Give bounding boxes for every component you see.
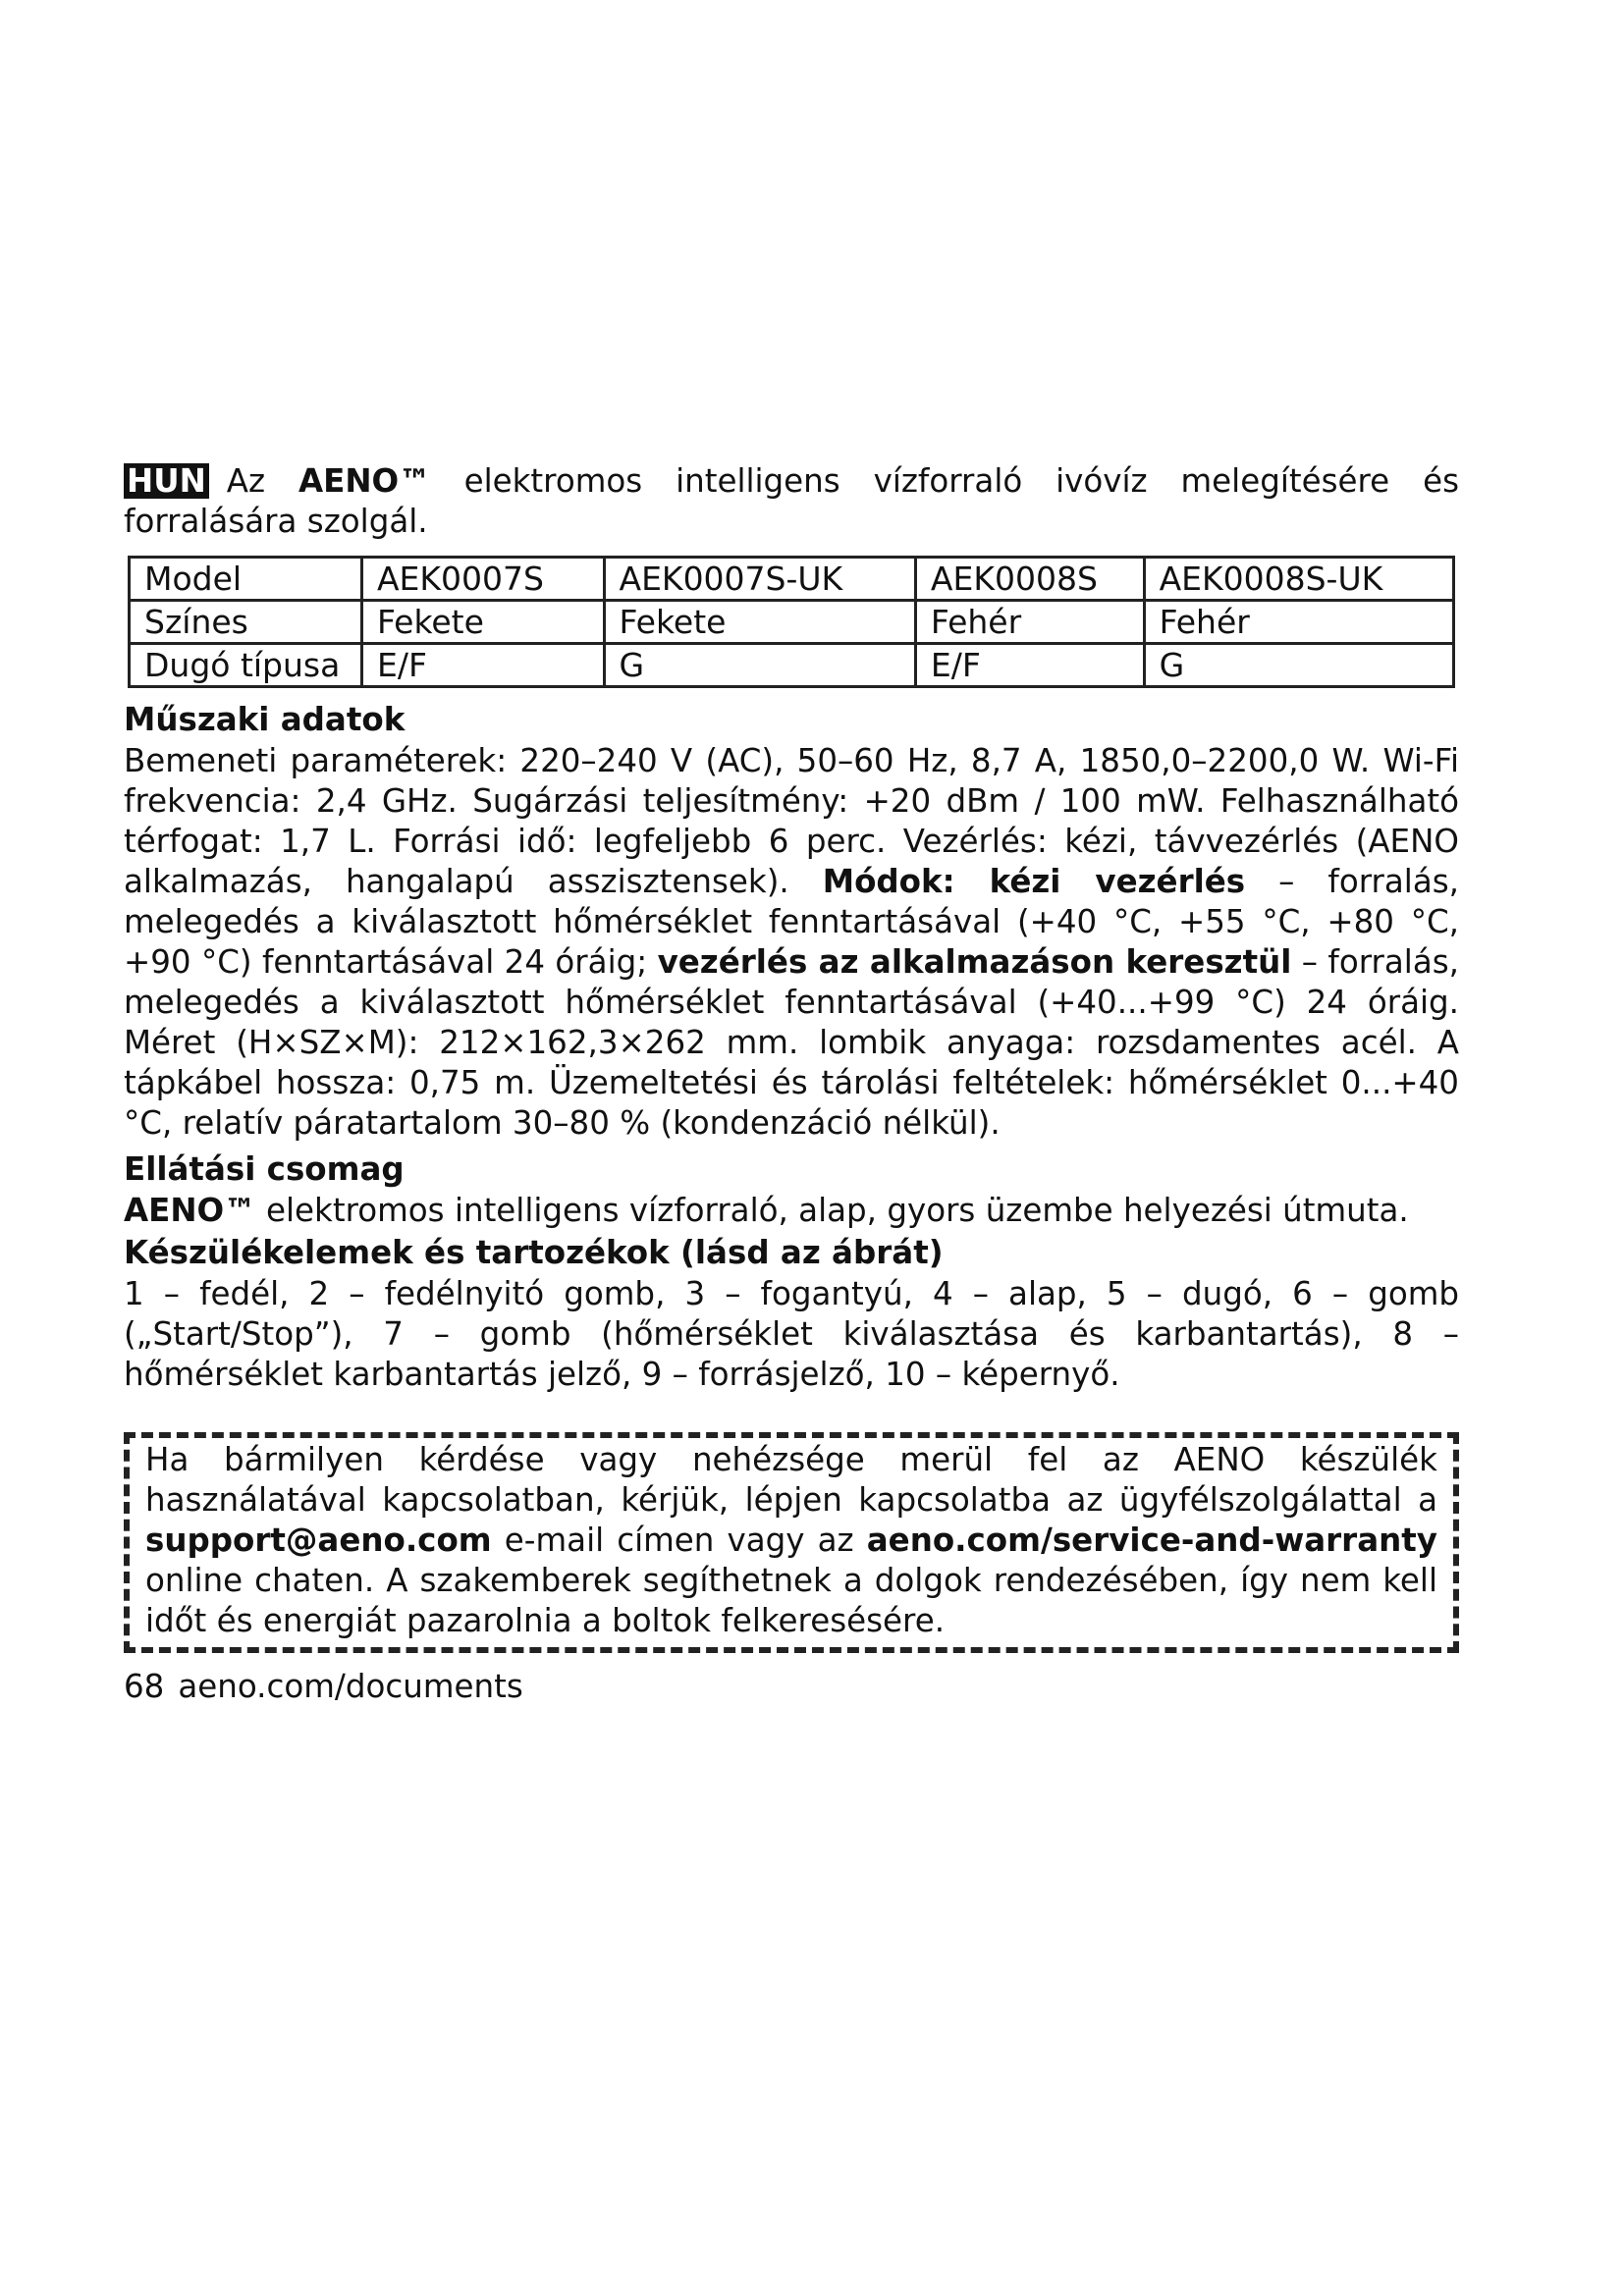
- page-footer: [124, 1667, 1459, 1707]
- table-cell: G: [1144, 644, 1453, 687]
- table-cell: AEK0007S: [361, 558, 604, 601]
- specs-bold-2: vezérlés az alkalmazáson keresztül: [657, 943, 1292, 981]
- table-cell: AEK0008S-UK: [1144, 558, 1453, 601]
- package-brand: AENO™: [124, 1192, 256, 1229]
- models-table: [128, 556, 1455, 688]
- parts-heading: Készülékelemek és tartozékok (lásd az ábrát): [124, 1234, 944, 1271]
- intro-prefix: Az: [226, 462, 298, 500]
- support-text-1: Ha bármilyen kérdése vagy nehézsége merül fel az AENO készülék használatával kapcsolatban, kérjük, lépjen kapcsolatba az ügyfélszolgálattal a: [145, 1441, 1437, 1519]
- table-cell: E/F: [915, 644, 1144, 687]
- table-cell: Fehér: [915, 601, 1144, 644]
- page-number: 68: [124, 1668, 165, 1705]
- support-notice-box: [124, 1432, 1459, 1653]
- specs-text-1: Bemeneti paraméterek: 220–240 V (AC), 50–60 Hz, 8,7 A, 1850,0–2200,0 W. Wi-Fi frekvencia: 2,4 GHz. Sugárzási teljesítmény: +20 dBm / 100 mW. Felhasználható térfogat: 1,7 L. Forrási idő: legfeljebb 6 perc. Vezérlés: kézi, távvezérlés (AENO alkalmazás, hangalapú asszisztensek).: [124, 742, 1459, 900]
- intro-brand: AENO™: [298, 462, 431, 500]
- table-cell: AEK0008S: [915, 558, 1144, 601]
- specs-paragraph: [124, 741, 1459, 1144]
- support-text-3: online chaten. A szakemberek segíthetnek a dolgok rendezésében, így nem kell időt és energiát pazarolnia a boltok felkeresésére.: [145, 1562, 1437, 1639]
- table-row: [130, 644, 1454, 687]
- intro-paragraph: [124, 461, 1459, 542]
- language-badge: HUN: [124, 463, 209, 499]
- table-row-label: Model: [130, 558, 362, 601]
- package-text: elektromos intelligens vízforraló, alap, gyors üzembe helyezési útmuta.: [255, 1192, 1409, 1229]
- table-cell: E/F: [361, 644, 604, 687]
- package-paragraph: [124, 1191, 1459, 1231]
- intro-rest: elektromos intelligens vízforraló ivóvíz melegítésére és forralására szolgál.: [124, 462, 1460, 540]
- table-row-label: Színes: [130, 601, 362, 644]
- table-cell: Fekete: [604, 601, 915, 644]
- document-page: [124, 461, 1459, 1707]
- table-cell: AEK0007S-UK: [604, 558, 915, 601]
- specs-bold-1: Módok: kézi vezérlés: [822, 863, 1246, 900]
- table-cell: Fehér: [1144, 601, 1453, 644]
- specs-text-2: – forralás, melegedés a kiválasztott hőmérséklet fenntartásával (+40 °C, +55 °C, +80 °C, +90 °C) fenntartásával 24 óráig;: [124, 863, 1460, 981]
- support-text-2: e-mail címen vagy az: [491, 1522, 867, 1559]
- parts-paragraph: 1 – fedél, 2 – fedélnyitó gomb, 3 – fogantyú, 4 – alap, 5 – dugó, 6 – gomb („Start/Stop”), 7 – gomb (hőmérséklet kiválasztása és karbantartás), 8 – hőmérséklet karbantartás jelző, 9 – forrásjelző, 10 – képernyő.: [124, 1275, 1459, 1393]
- table-row: [130, 558, 1454, 601]
- package-heading: Ellátási csomag: [124, 1150, 405, 1188]
- table-row-label: Dugó típusa: [130, 644, 362, 687]
- table-row: [130, 601, 1454, 644]
- support-email-link[interactable]: support@aeno.com: [145, 1522, 492, 1559]
- service-warranty-link[interactable]: aeno.com/service-and-warranty: [866, 1522, 1437, 1559]
- table-cell: Fekete: [361, 601, 604, 644]
- specs-heading: Műszaki adatok: [124, 701, 406, 738]
- table-cell: G: [604, 644, 915, 687]
- documents-link[interactable]: aeno.com/documents: [178, 1668, 523, 1705]
- specs-text-3: – forralás, melegedés a kiválasztott hőmérséklet fenntartásával (+40...+99 °C) 24 óráig. Méret (H×SZ×M): 212×162,3×262 mm. lombik anyaga: rozsdamentes acél. A tápkábel hossza: 0,75 m. Üzemeltetési és tárolási feltételek: hőmérséklet 0...+40 °C, relatív páratartalom 30–80 % (kondenzáció nélkül).: [124, 943, 1460, 1142]
